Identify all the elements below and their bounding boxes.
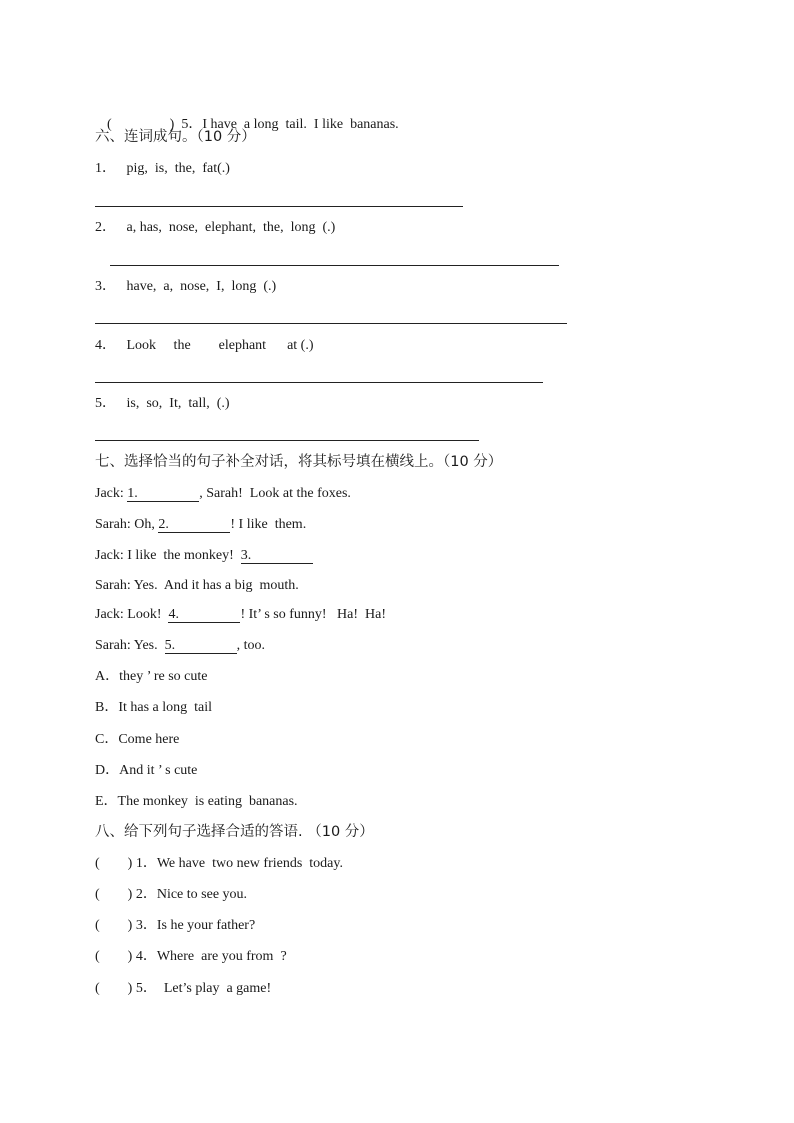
dialog-line-6	[95, 637, 265, 655]
option-a: A．they ’ re so cute	[95, 669, 208, 684]
answer-paren-open: (	[107, 117, 112, 132]
fill-blank[interactable]: 1.	[127, 487, 199, 502]
dialog-text: ! I like them.	[230, 517, 307, 532]
answer-line-4[interactable]	[95, 382, 543, 383]
item-words: Look the elephant at (.)	[126, 338, 314, 353]
dialog-line-3	[95, 547, 313, 565]
answer-line-2[interactable]	[110, 265, 559, 266]
dialog-text: Sarah: Oh,	[95, 517, 159, 532]
s8-item-4	[95, 948, 287, 966]
option-c: C．Come here	[95, 732, 180, 747]
dialog-text: Jack: Look!	[95, 607, 169, 622]
dialog-text: Jack: I like the monkey!	[95, 548, 241, 563]
dialog-line-5	[95, 606, 386, 624]
s6-item-4	[95, 337, 314, 355]
option-d: D．And it ’ s cute	[95, 763, 198, 778]
item-text: 5．I have a long tail. I like bananas.	[181, 117, 399, 132]
answer-line-3[interactable]	[95, 323, 567, 324]
s6-item-3	[95, 278, 276, 296]
s8-item-5	[95, 980, 271, 998]
fill-blank[interactable]: 5.	[165, 639, 237, 654]
section7-heading: 七、选择恰当的句子补全对话，将其标号填在横线上。（10 分）	[95, 454, 503, 470]
answer-paren-close: )	[127, 856, 133, 871]
item-words: pig, is, the, fat(.)	[126, 161, 230, 176]
s8-item-2	[95, 886, 247, 904]
item-number: 2．	[95, 220, 116, 235]
dialog-line-1	[95, 485, 351, 503]
s8-item-3	[95, 917, 255, 935]
item-number: 4．	[95, 338, 116, 353]
answer-paren-open: (	[95, 949, 100, 964]
option-b: B．It has a long tail	[95, 700, 213, 715]
answer-paren-open: (	[95, 856, 100, 871]
item-words: have, a, nose, I, long (.)	[126, 279, 277, 294]
dialog-text: , Sarah! Look at the foxes.	[199, 486, 351, 501]
answer-paren-close: )	[127, 949, 133, 964]
answer-paren-close: )	[127, 887, 133, 902]
answer-line-1[interactable]	[95, 206, 463, 207]
option-e: E．The monkey is eating bananas.	[95, 794, 298, 809]
dialog-text: Jack:	[95, 486, 128, 501]
answer-paren-open: (	[95, 981, 100, 996]
dialog-line-2	[95, 516, 306, 534]
fill-blank[interactable]: 2.	[158, 518, 230, 533]
s8-item-1	[95, 855, 343, 873]
dialog-line-4: Sarah: Yes. And it has a big mouth.	[95, 578, 299, 593]
fill-blank[interactable]: 4.	[168, 608, 240, 623]
answer-line-5[interactable]	[95, 440, 479, 441]
s6-item-2	[95, 219, 335, 237]
s6-item-5	[95, 395, 230, 413]
item-text: 3．Is he your father?	[135, 918, 256, 933]
s6-item-1	[95, 160, 230, 178]
item-words: a, has, nose, elephant, the, long (.)	[126, 220, 336, 235]
dialog-text: ! It’ s so funny! Ha! Ha!	[240, 607, 387, 622]
item-number: 5．	[95, 396, 116, 411]
item-text: 2．Nice to see you.	[135, 887, 248, 902]
item-text: 1．We have two new friends today.	[135, 856, 343, 871]
answer-paren-close: )	[127, 981, 133, 996]
answer-paren-close: )	[127, 918, 133, 933]
item-number: 1．	[95, 161, 116, 176]
item-number: 3．	[95, 279, 116, 294]
dialog-text: , too.	[236, 638, 266, 653]
answer-paren-open: (	[95, 918, 100, 933]
dialog-text: Sarah: Yes.	[95, 638, 165, 653]
section6-heading: 六、连词成句。（10 分）	[95, 129, 256, 145]
answer-paren-open: (	[95, 887, 100, 902]
item-words: is, so, It, tall, (.)	[126, 396, 230, 411]
section8-heading: 八、给下列句子选择合适的答语. （10 分）	[95, 824, 374, 840]
item-text: 5． Let’s play a game!	[135, 981, 272, 996]
answer-paren-close: )	[169, 117, 175, 132]
fill-blank[interactable]: 3.	[241, 549, 313, 564]
item-text: 4．Where are you from ?	[135, 949, 287, 964]
